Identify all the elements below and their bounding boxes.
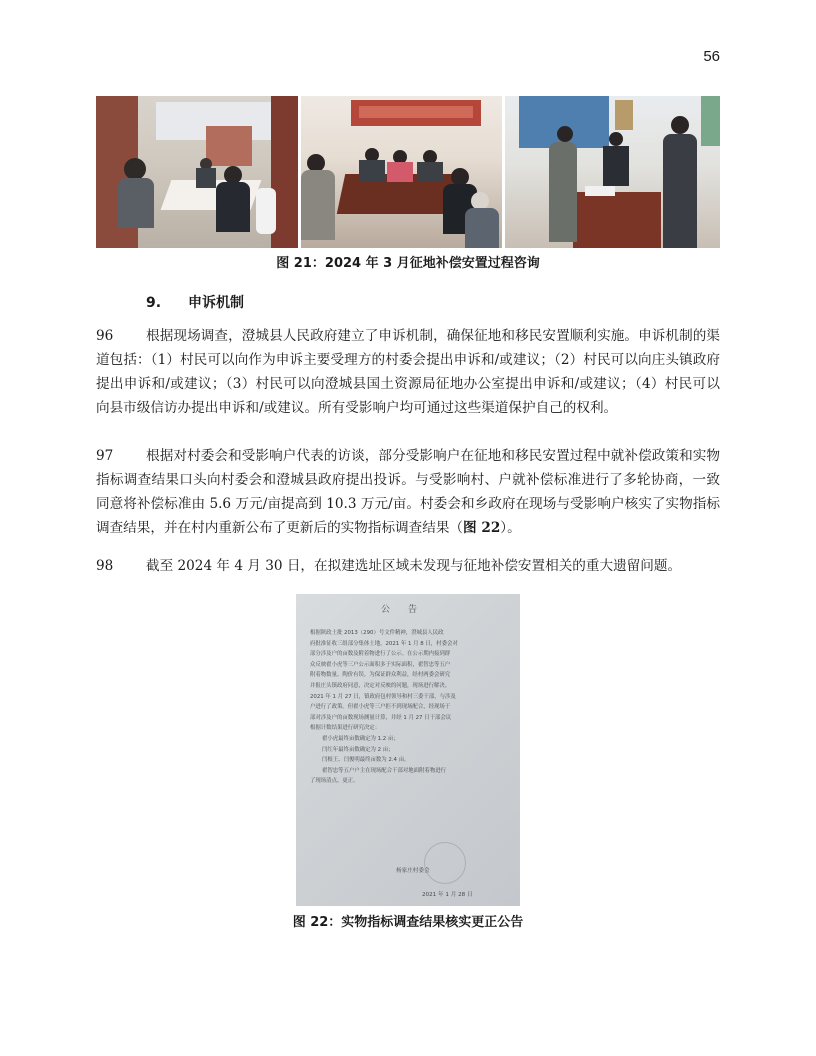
notice-date: 2021 年 1 月 28 日	[422, 892, 473, 898]
figure-21-caption: 图 21：2024 年 3 月征地补偿安置过程咨询	[276, 256, 540, 271]
notice-line: 2021 年 1 月 27 日，镇政府包村领导和村三委干部，与涉及	[310, 693, 456, 700]
paragraph-text: 截至 2024 年 4 月 30 日，在拟建选址区域未发现与征地补偿安置相关的重大遗留问题。	[146, 558, 682, 574]
notice-line: 附着物数量、陶价有误。为保证群众利益，经村两委会研究	[310, 672, 451, 679]
meeting-photo-2	[301, 96, 502, 248]
paragraph-text: 根据现场调查，澄城县人民政府建立了申诉机制，确保征地和移民安置顺利实施。申诉机制的渠道包括：（1）村民可以向作为申诉主要受理方的村委会提出申诉和/或建议；（2）村民可以向庄头镇政府提出申诉和/或建议；（3）村民可以向澄城县国土资源局征地办公室提出申诉和/或建议；（4）村民可以向县市级信访办提出申诉和/或建议。所有受影响户均可通过这些渠道保护自己的权利。	[96, 328, 720, 416]
notice-body	[310, 628, 510, 787]
notice-line: 户进行了政策。但翟小虎等三户拒不到现场配合，经现场干	[310, 704, 451, 711]
notice-line: 了现场清点，更正。	[310, 778, 359, 785]
notice-line: 翟智忠等五户户主在现场配合干部对地面附着物进行	[322, 767, 446, 774]
paragraph-98	[96, 554, 720, 578]
paragraph-text: 根据对村委会和受影响户代表的访谈，部分受影响户在征地和移民安置过程中就补偿政策和实物指标调查结果口头向村委会和澄城县政府提出投诉。与受影响村、户就补偿标准进行了多轮协商，一致同意将补偿标准由 5.6 万元/亩提高到 10.3 万元/亩。村委会和乡政府在现场与受影响户核实了实物指标调查结果，并在村内重新公布了更新后的实物指标调查结果（	[96, 448, 720, 536]
notice-line: 根据陕政土批 2013（290）号文件精神，澄城县人民政	[310, 630, 444, 636]
notice-line: 闫根王、闫俊明最终亩数为 2.4 亩。	[322, 757, 410, 764]
paragraph-number: 97	[96, 448, 114, 464]
paragraph-text-end: ）。	[500, 520, 521, 536]
notice-line: 众反映翟小虎等三户公示面积多于实际面积，翟智忠等五户	[310, 661, 451, 668]
paragraph-96	[96, 324, 720, 420]
section-number: 9.	[146, 295, 162, 311]
notice-line: 府批准征收三组部分集体土地。2021 年 1 月 8 日，村委会对	[310, 640, 458, 647]
paragraph-97	[96, 444, 720, 540]
notice-line: 根据计数结果进行研究决定：	[310, 725, 381, 732]
notice-line: 翟小虎最终亩数确定为 1.2 亩；	[322, 735, 399, 742]
page-number: 56	[703, 48, 720, 65]
figure-22-reference[interactable]: 图 22	[463, 520, 501, 536]
paragraph-number: 98	[96, 558, 114, 574]
paragraph-number: 96	[96, 328, 114, 344]
notice-photo	[296, 594, 520, 906]
section-title: 申诉机制	[188, 295, 244, 311]
section-heading	[146, 292, 244, 312]
notice-line: 部分涉及户的亩数及附着物进行了公示。在公示期内接到群	[310, 651, 451, 658]
notice-title: 公告	[380, 605, 435, 615]
notice-signature: 杨家庄村委会	[396, 868, 430, 874]
meeting-photo-1	[96, 96, 298, 248]
notice-line: 部对涉及户的亩数现场测量计算，并经 1 月 27 日干部会议	[310, 714, 452, 721]
meeting-photo-3	[505, 96, 720, 248]
notice-line: 闫红年最终亩数确定为 2 亩；	[322, 746, 394, 753]
notice-line: 并报庄头镇政府同意，决定对反映的问题，现场进行解决。	[310, 682, 451, 689]
figure-22-caption: 图 22：实物指标调查结果核实更正公告	[292, 915, 524, 930]
official-stamp	[424, 842, 466, 884]
figure-21-photos	[96, 96, 720, 248]
